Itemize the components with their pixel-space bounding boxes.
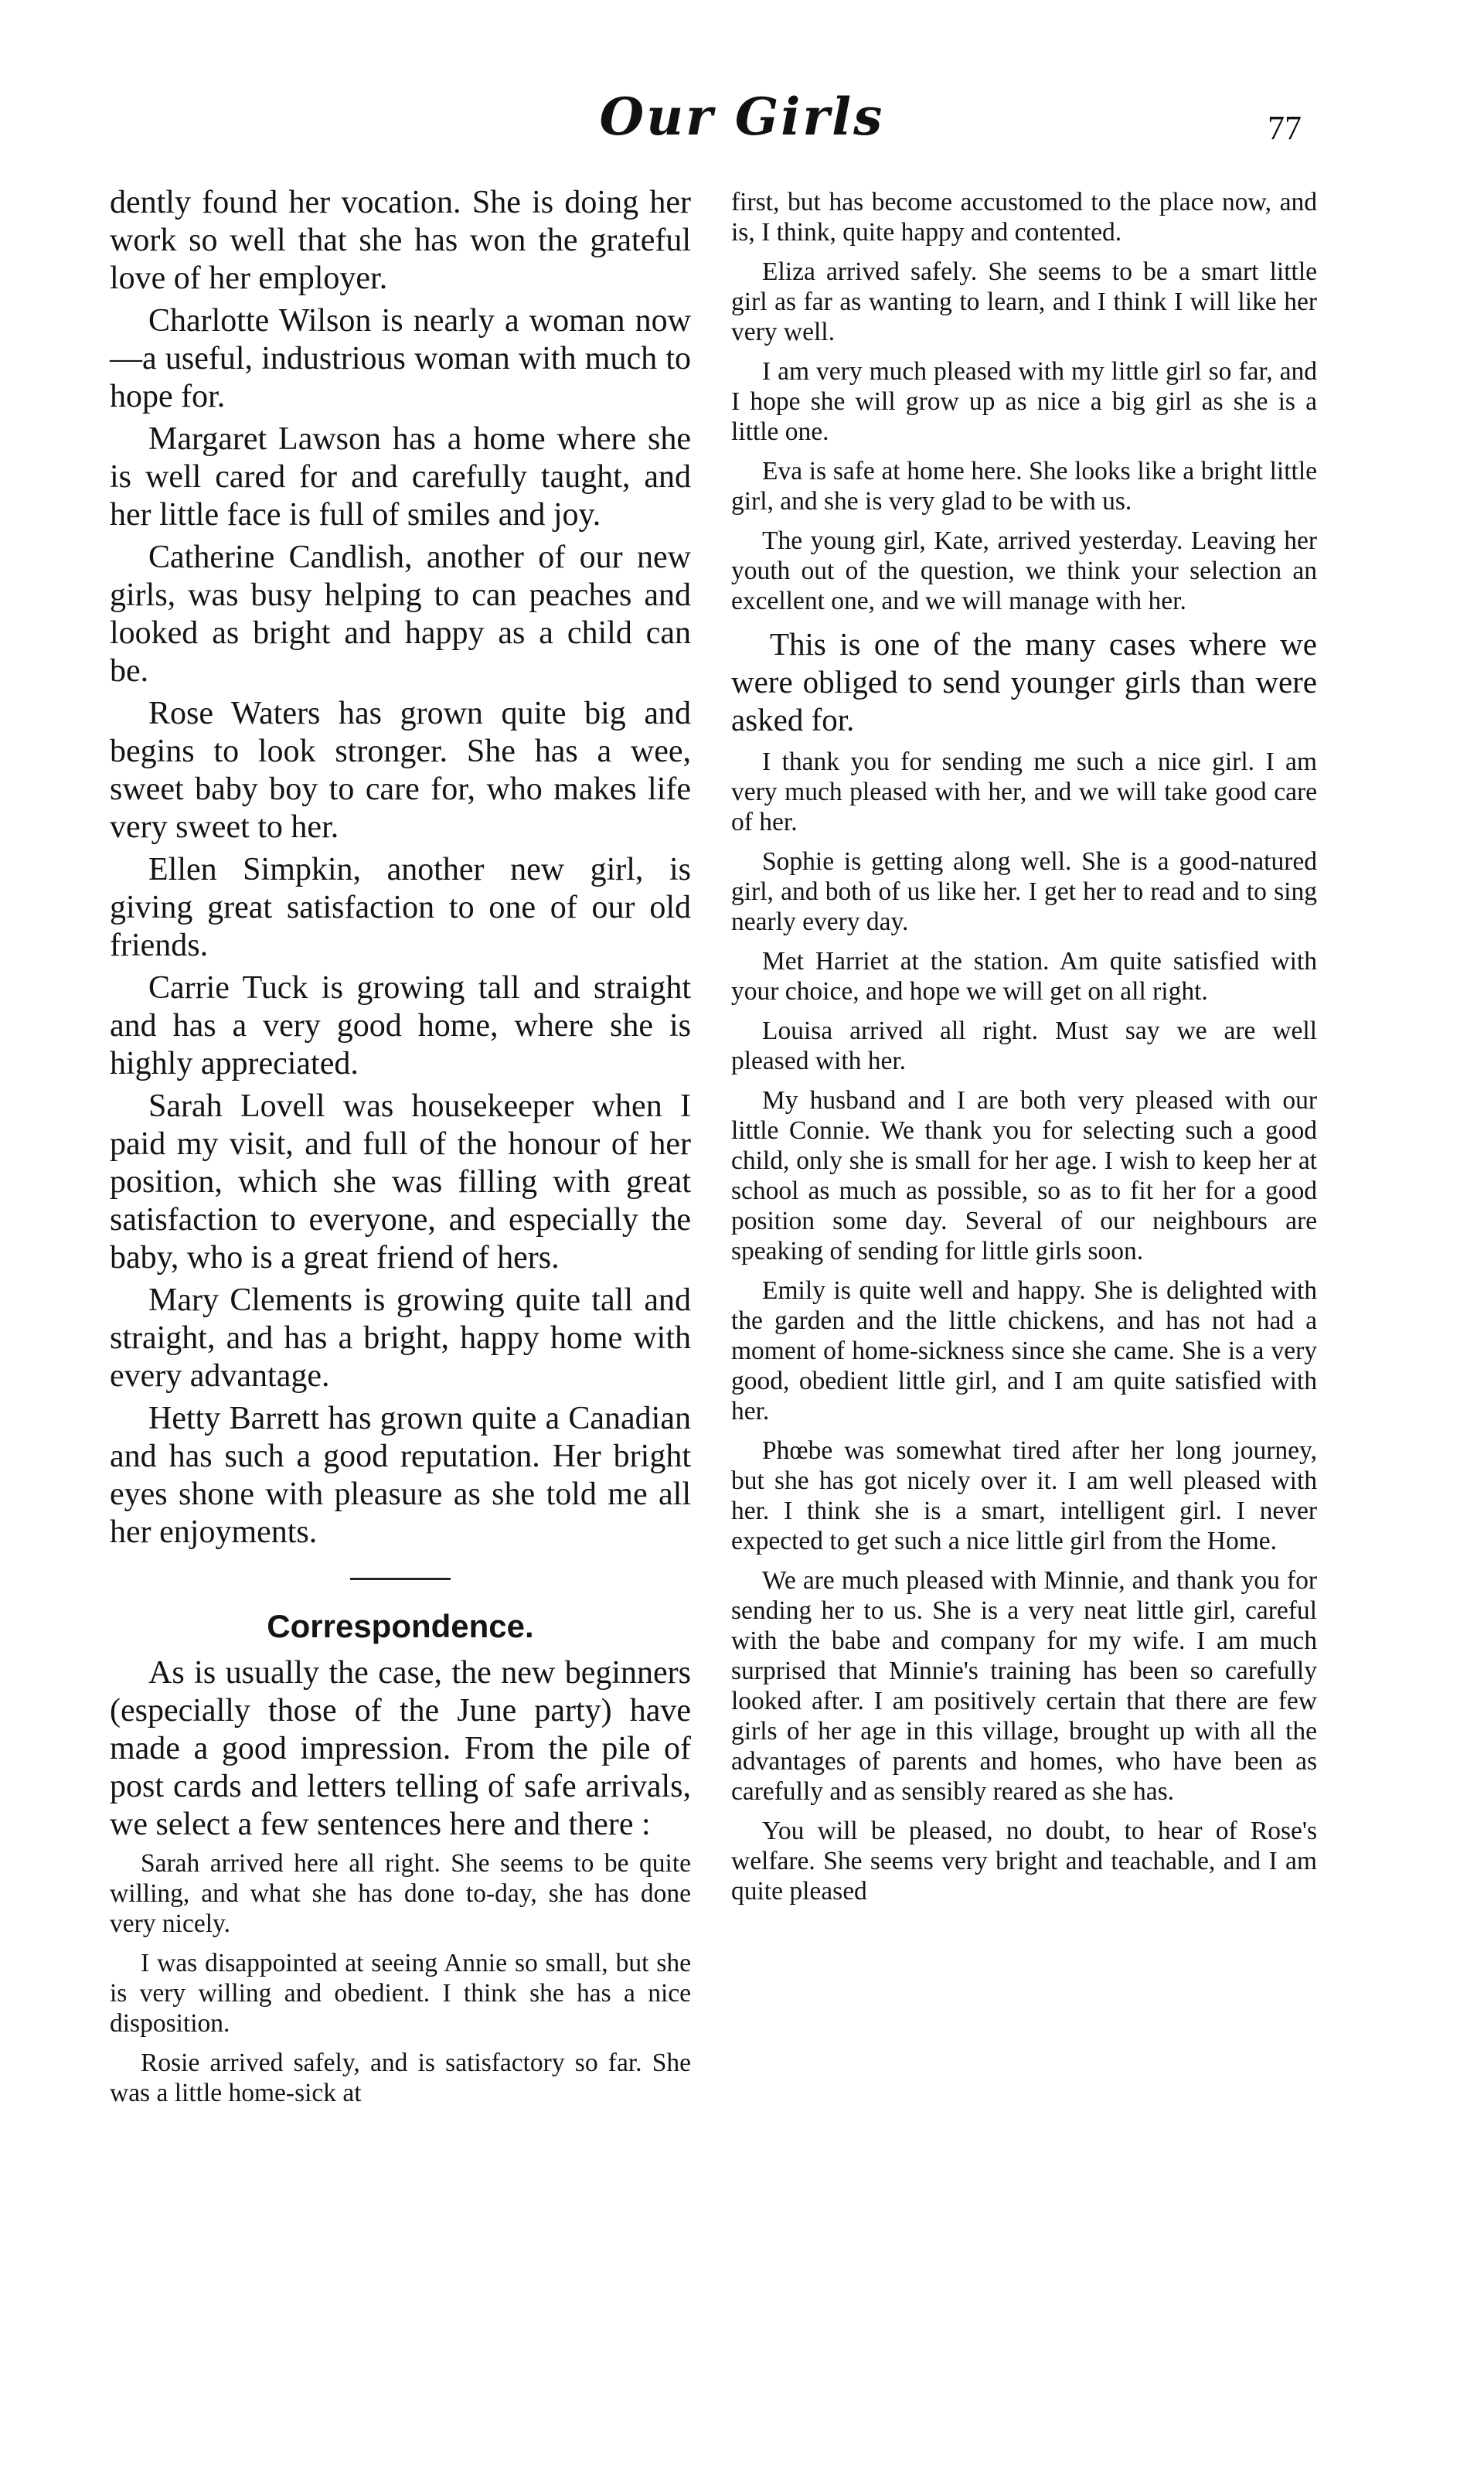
paragraph: Charlotte Wilson is nearly a woman now—a useful, industrious woman with much to hope for.: [110, 303, 691, 414]
letter-excerpt: Emily is quite well and happy. She is delighted with the garden and the little chickens, and has not had a moment of home-sickness since she came. She is a very good, obedient little girl, and I am quite satisfied with her.: [731, 1276, 1317, 1425]
page-number: 77: [1268, 109, 1302, 147]
editorial-note: This is one of the many cases where we were obliged to send younger girls than were asked for.: [731, 626, 1317, 737]
letter-excerpt: You will be pleased, no doubt, to hear of Rose's welfare. She seems very bright and teachable, and I am quite pleased: [731, 1817, 1317, 1906]
letter-excerpt: Eliza arrived safely. She seems to be a smart little girl as far as wanting to learn, and I think I will like her very well.: [731, 257, 1317, 346]
section-divider: [350, 1578, 451, 1580]
paragraph: Mary Clements is growing quite tall and straight, and has a bright, happy home with every advantage.: [110, 1282, 691, 1394]
paragraph: dently found her vocation. She is doing her work so well that she has won the grateful love of her employer.: [110, 185, 691, 296]
letter-excerpt: Met Harriet at the station. Am quite satisfied with your choice, and hope we will get on all right.: [731, 947, 1317, 1006]
letter-excerpt: Louisa arrived all right. Must say we are well pleased with her.: [731, 1017, 1317, 1075]
paragraph: Carrie Tuck is growing tall and straight and has a very good home, where she is highly appreciated.: [110, 970, 691, 1081]
letter-excerpt: Rosie arrived safely, and is satisfactory so far. She was a little home-sick at: [110, 2049, 691, 2107]
paragraph: Rose Waters has grown quite big and begins to look stronger. She has a wee, sweet baby boy to care for, who makes life very sweet to her.: [110, 696, 691, 845]
paragraph: Ellen Simpkin, another new girl, is giving great satisfaction to one of our old friends.: [110, 852, 691, 963]
paragraph: Margaret Lawson has a home where she is well cared for and carefully taught, and her little face is full of smiles and joy.: [110, 421, 691, 533]
letter-excerpt: Sarah arrived here all right. She seems to be quite willing, and what she has done to-day, she has done very nicely.: [110, 1849, 691, 1938]
running-title: Our Girls: [599, 87, 885, 147]
intro-paragraph: As is usually the case, the new beginners (especially those of the June party) have made a good impression. From the pile of post cards and letters telling of safe arrivals, we select a few sentences here and there :: [110, 1655, 691, 1842]
letter-excerpt: Phœbe was somewhat tired after her long journey, but she has got nicely over it. I am well pleased with her. I think she is a smart, intelligent girl. I never expected to get such a nice little girl from the Home.: [731, 1436, 1317, 1555]
letter-excerpt: I was disappointed at seeing Annie so small, but she is very willing and obedient. I think she has a nice disposition.: [110, 1949, 691, 2038]
paragraph: Sarah Lovell was housekeeper when I paid my visit, and full of the honour of her position, which she was filling with great satisfaction to everyone, and especially the baby, who is a great friend of hers.: [110, 1088, 691, 1276]
right-column: [731, 187, 1317, 1916]
section-heading: Correspondence.: [267, 1608, 534, 1644]
letter-excerpt: My husband and I are both very pleased with our little Connie. We thank you for selecting such a good child, only she is small for her age. I wish to keep her at school as much as possible, so as to fit her for a good position some day. Several of our neighbours are speaking of sending for little girls soon.: [731, 1086, 1317, 1265]
letter-excerpt: The young girl, Kate, arrived yesterday. Leaving her youth out of the question, we think your selection an excellent one, and we will manage with her.: [731, 526, 1317, 615]
letter-excerpt: Sophie is getting along well. She is a good-natured girl, and both of us like her. I get her to read and to sing nearly every day.: [731, 847, 1317, 936]
letter-excerpt: Eva is safe at home here. She looks like a bright little girl, and she is very glad to be with us.: [731, 457, 1317, 516]
letter-excerpt: I am very much pleased with my little girl so far, and I hope she will grow up as nice a big girl as she is a little one.: [731, 357, 1317, 446]
left-column: [110, 184, 691, 2117]
letter-excerpt: first, but has become accustomed to the place now, and is, I think, quite happy and contented.: [731, 188, 1317, 247]
paragraph: Hetty Barrett has grown quite a Canadian and has such a good reputation. Her bright eyes shone with pleasure as she told me all her enjoyments.: [110, 1401, 691, 1550]
letter-excerpt: We are much pleased with Minnie, and thank you for sending her to us. She is a very neat little girl, careful with the babe and company for my wife. I am much surprised that Minnie's training has been so carefully looked after. I am positively certain that there are few girls of her age in this village, brought up with all the advantages of parents and homes, who have been as carefully and as sensibly reared as she has.: [731, 1566, 1317, 1806]
letter-excerpt: I thank you for sending me such a nice girl. I am very much pleased with her, and we will take good care of her.: [731, 748, 1317, 836]
paragraph: Catherine Candlish, another of our new girls, was busy helping to can peaches and looked as bright and happy as a child can be.: [110, 540, 691, 689]
